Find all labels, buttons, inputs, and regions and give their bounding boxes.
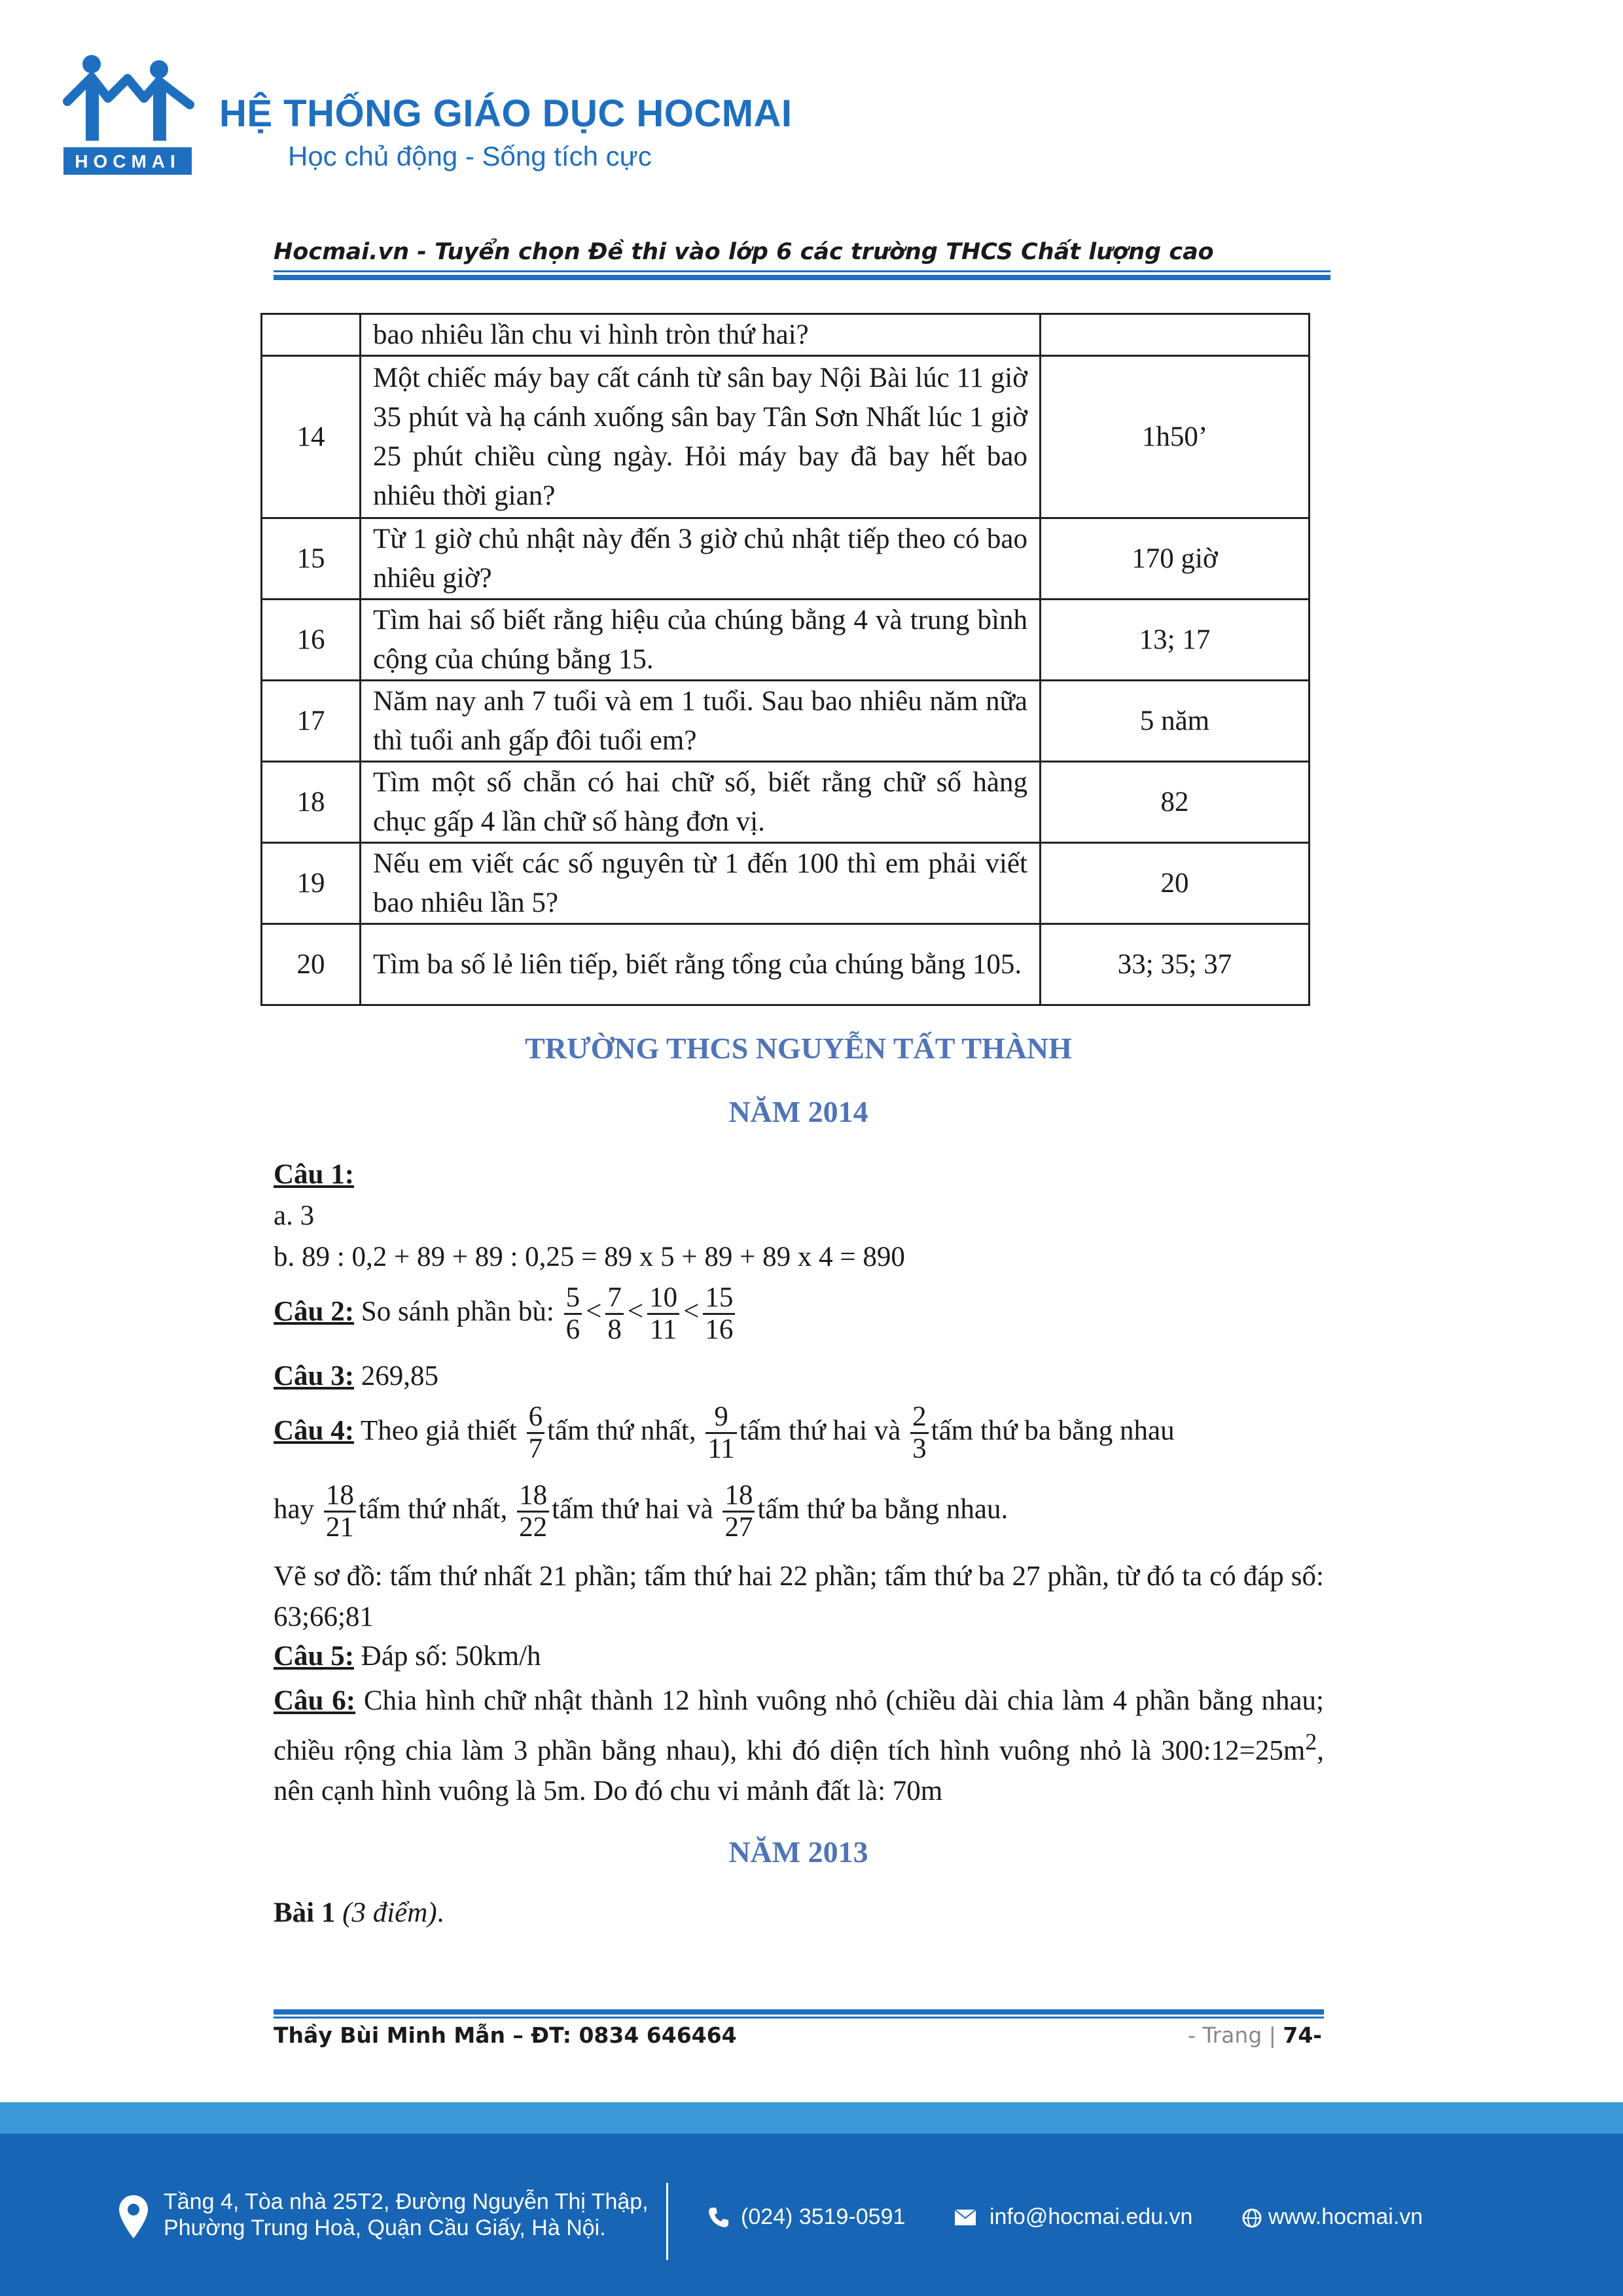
row-number: 20: [262, 924, 361, 1005]
header-rule-thick: [274, 275, 1330, 280]
email-link[interactable]: info@hocmai.edu.vn: [990, 2204, 1193, 2229]
footer-rule-thin: [274, 2017, 1324, 2018]
phone-number[interactable]: (024) 3519-0591: [741, 2204, 906, 2229]
row-answer: 13; 17: [1041, 600, 1310, 681]
contact-divider: [666, 2183, 668, 2260]
fraction: $\frac{2}{3}$: [910, 1402, 929, 1464]
page-number: - Trang | 74-: [1187, 2022, 1322, 2048]
row-answer: 1h50’: [1041, 356, 1310, 518]
header-rule-thin: [274, 270, 1330, 272]
row-answer: 170 giờ: [1041, 518, 1310, 600]
row-question: Tìm hai số biết rằng hiệu của chúng bằng 4 và trung bình cộng của chúng bằng 15.: [361, 600, 1041, 681]
row-number: 19: [262, 843, 361, 924]
row-answer: 5 năm: [1041, 681, 1310, 762]
row-question: Một chiếc máy bay cất cánh từ sân bay Nội Bài lúc 11 giờ 35 phút và hạ cánh xuống sân bay Tân Sơn Nhất lúc 1 giờ 25 phút chiều cùng ngày. Hỏi máy bay đã bay hết bao nhiêu thời gian?: [361, 356, 1041, 518]
year-heading-2014: NĂM 2014: [728, 1095, 868, 1128]
fraction: $\frac{9}{11}$: [705, 1402, 736, 1464]
fraction: $\frac{6}{7}$: [527, 1402, 545, 1464]
row-question: bao nhiêu lần chu vi hình tròn thứ hai?: [361, 314, 1041, 356]
row-question: Tìm một số chẵn có hai chữ số, biết rằng chữ số hàng chục gấp 4 lần chữ số hàng đơn vị.: [361, 762, 1041, 843]
table-row: [262, 600, 1310, 681]
fraction: $\frac{18}{22}$: [517, 1480, 549, 1543]
fraction: $\frac{7}{8}$: [605, 1283, 624, 1345]
row-answer: 20: [1041, 843, 1310, 924]
row-number: 18: [262, 762, 361, 843]
fraction: $\frac{5}{6}$: [564, 1283, 582, 1345]
row-number: 15: [262, 518, 361, 600]
globe-icon: [1242, 2208, 1262, 2228]
table-row: [262, 356, 1310, 518]
address-line-2: Phường Trung Hoà, Quận Cầu Giấy, Hà Nội.: [164, 2215, 606, 2240]
table-row: [262, 518, 1310, 600]
cau1-b: b. 89 : 0,2 + 89 + 89 : 0,25 = 89 x 5 + 89 + 89 x 4 = 890: [274, 1242, 905, 1272]
row-question: Năm nay anh 7 tuổi và em 1 tuổi. Sau bao nhiêu năm nữa thì tuổi anh gấp đôi tuổi em?: [361, 681, 1041, 762]
cau1-a: a. 3: [274, 1200, 315, 1231]
svg-text:HOCMAI: HOCMAI: [75, 151, 181, 171]
table-row: [262, 843, 1310, 924]
cau2-text: So sánh phần bù:: [354, 1296, 562, 1327]
cau6-label: Câu 6:: [274, 1685, 356, 1716]
bai1-note: (3 điểm): [335, 1897, 437, 1928]
brand-slogan: Học chủ động - Sống tích cực: [288, 141, 652, 171]
cau3-line: [274, 1360, 438, 1392]
row-question: Nếu em viết các số nguyên từ 1 đến 100 thì em phải viết bao nhiêu lần 5?: [361, 843, 1041, 924]
brand-header: [62, 52, 847, 183]
document-header: Hocmai.vn - Tuyển chọn Đề thi vào lớp 6 các trường THCS Chất lượng cao: [274, 239, 1214, 265]
cau2-line: Câu 2: So sánh phần bù: $\frac{5}{6}$ < $\frac{7}{8}$ < $\frac{10}{11}$ < $\frac{15}{16}$: [274, 1283, 738, 1345]
fraction: $\frac{10}{11}$: [647, 1283, 679, 1345]
table-row: [262, 681, 1310, 762]
school-heading: TRƯỜNG THCS NGUYỄN TẤT THÀNH: [525, 1031, 1072, 1065]
cau3-label: Câu 3:: [274, 1361, 355, 1391]
cau4-line1: Câu 4: Theo giả thiết $\frac{6}{7}$ tấm thứ nhất, $\frac{9}{11}$ tấm thứ hai và $\frac{2}{3}$ tấm thứ ba bằng nhau: [274, 1401, 1175, 1464]
table-row: [262, 924, 1310, 1005]
cau4-note: Vẽ sơ đồ: tấm thứ nhất 21 phần; tấm thứ hai 22 phần; tấm thứ ba 27 phần, từ đó ta có đáp số: 63;66;81: [274, 1561, 1324, 1632]
bai1-label: Bài 1: [274, 1897, 336, 1928]
row-question: Từ 1 giờ chủ nhật này đến 3 giờ chủ nhật tiếp theo có bao nhiêu giờ?: [361, 518, 1041, 600]
cau6-paragraph: Câu 6: Chia hình chữ nhật thành 12 hình vuông nhỏ (chiều dài chia làm 4 phần bằng nhau; chiều rộng chia làm 3 phần bằng nhau), khi đó diện tích hình vuông nhỏ là $300:12=25m^2$, nên cạnh hình vuông là 5m. Do đó chu vi mảnh đất là: 70m: [274, 1685, 1324, 1807]
answer-table: [260, 313, 1310, 1006]
row-answer: [1041, 314, 1310, 356]
cau4-line2: hay $\frac{18}{21}$ tấm thứ nhất, $\frac{18}{22}$ tấm thứ hai và $\frac{18}{27}$ tấm thứ ba bằng nhau.: [274, 1480, 1008, 1543]
fraction: $\frac{18}{21}$: [324, 1480, 356, 1543]
location-pin-icon: [118, 2194, 149, 2240]
mail-icon: [954, 2209, 976, 2226]
phone-icon: [707, 2206, 730, 2229]
website-link[interactable]: www.hocmai.vn: [1268, 2204, 1423, 2229]
cau4-label: Câu 4:: [274, 1415, 355, 1446]
brand-title: HỆ THỐNG GIÁO DỤC HOCMAI: [219, 92, 793, 135]
bai1-line: Bài 1 (3 điểm).: [274, 1897, 444, 1928]
cau3-text: 269,85: [354, 1361, 439, 1391]
row-answer: 82: [1041, 762, 1310, 843]
cau2-label: Câu 2:: [274, 1296, 355, 1327]
year-heading-2013: NĂM 2013: [728, 1835, 868, 1869]
row-number: [262, 314, 361, 356]
row-number: 14: [262, 356, 361, 518]
row-number: 16: [262, 600, 361, 681]
fraction: $\frac{15}{16}$: [703, 1283, 735, 1345]
hocmai-logo: [62, 52, 196, 177]
address-line-1: Tầng 4, Tòa nhà 25T2, Đường Nguyễn Thị Thập,: [164, 2189, 649, 2214]
cau5-line: [274, 1640, 541, 1672]
table-row: [262, 314, 1310, 356]
cau1-label: Câu 1:: [274, 1159, 355, 1190]
row-answer: 33; 35; 37: [1041, 924, 1310, 1005]
author-line: Thầy Bùi Minh Mẫn – ĐT: 0834 646464: [274, 2022, 737, 2048]
contact-bar-accent: [0, 2102, 1623, 2134]
row-question: Tìm ba số lẻ liên tiếp, biết rằng tổng của chúng bằng 105.: [361, 924, 1041, 1005]
table-row: [262, 762, 1310, 843]
cau5-text: Đáp số: 50km/h: [354, 1641, 541, 1672]
cau5-label: Câu 5:: [274, 1641, 355, 1672]
row-number: 17: [262, 681, 361, 762]
footer-rule-thick: [274, 2009, 1324, 2015]
fraction: $\frac{18}{27}$: [722, 1480, 755, 1543]
